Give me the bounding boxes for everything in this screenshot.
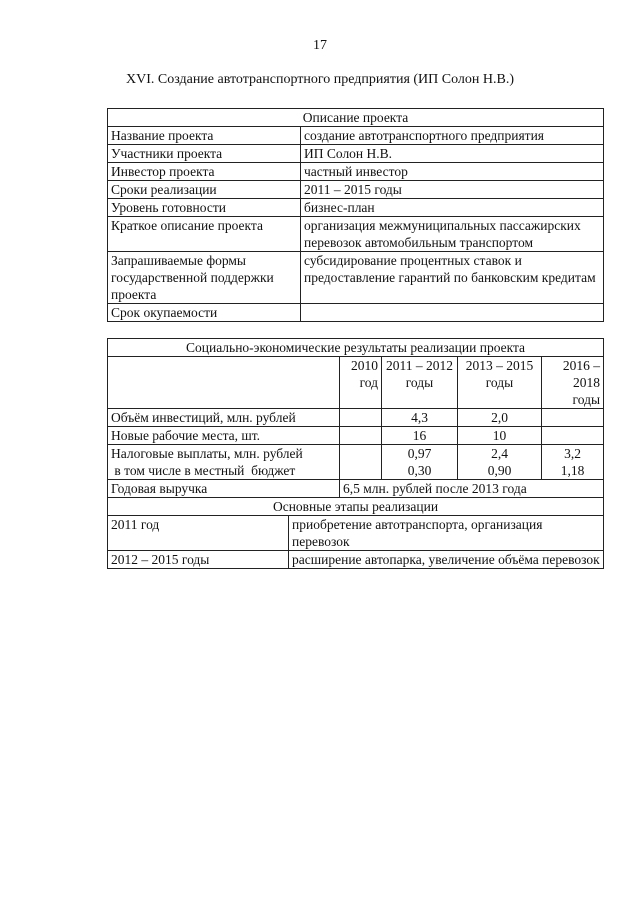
- row-value: частный инвестор: [301, 163, 604, 181]
- table-row: [108, 199, 604, 217]
- row-value: бизнес-план: [301, 199, 604, 217]
- row-label: Уровень готовности: [108, 199, 301, 217]
- table-row: [108, 145, 604, 163]
- stage-period: 2011 год: [108, 516, 289, 551]
- row-label: Срок окупаемости: [108, 304, 301, 322]
- column-header: 2016 – 2018 годы: [542, 357, 604, 409]
- row-label: Годовая выручка: [108, 480, 340, 498]
- cell: 4,3: [382, 409, 458, 427]
- table-row: [108, 445, 604, 480]
- table-row: [108, 252, 604, 304]
- cell: 0,97 0,30: [382, 445, 458, 480]
- revenue-value: 6,5 млн. рублей после 2013 года: [340, 480, 604, 498]
- section-title: XVI. Создание автотранспортного предприятия (ИП Солон Н.В.): [125, 72, 515, 87]
- table-row: [108, 163, 604, 181]
- stage-text: расширение автопарка, увеличение объёма перевозок: [289, 551, 604, 569]
- table-row: [108, 304, 604, 322]
- results-table: [107, 338, 604, 498]
- table-row: [108, 551, 604, 569]
- row-sublabel-line: в том числе в местный бюджет: [111, 463, 296, 478]
- row-label: Новые рабочие места, шт.: [108, 427, 340, 445]
- row-label: Название проекта: [108, 127, 301, 145]
- row-value: субсидирование процентных ставок и предоставление гарантий по банковским кредитам: [301, 252, 604, 304]
- table-row: [108, 409, 604, 427]
- cell: 10: [458, 427, 542, 445]
- row-label: Краткое описание проекта: [108, 217, 301, 252]
- row-label: Запрашиваемые формы государственной поддержки проекта: [108, 252, 301, 304]
- table-row: [108, 427, 604, 445]
- cell: [340, 409, 382, 427]
- cell: 2,0: [458, 409, 542, 427]
- row-label: Объём инвестиций, млн. рублей: [108, 409, 340, 427]
- table-row: [108, 217, 604, 252]
- stage-period: 2012 – 2015 годы: [108, 551, 289, 569]
- stage-text: приобретение автотранспорта, организация перевозок: [289, 516, 604, 551]
- description-header: Описание проекта: [108, 109, 604, 127]
- stages-table: [107, 497, 604, 569]
- column-header: 2010 год: [340, 357, 382, 409]
- cell: [542, 427, 604, 445]
- row-value: [301, 304, 604, 322]
- row-value: организация межмуниципальных пассажирских перевозок автомобильным транспортом: [301, 217, 604, 252]
- table-row: [108, 181, 604, 199]
- row-label-line: Налоговые выплаты, млн. рублей: [111, 446, 303, 461]
- project-description-table: [107, 108, 604, 322]
- cell: 2,4 0,90: [458, 445, 542, 480]
- cell: [340, 427, 382, 445]
- column-header: 2013 – 2015 годы: [458, 357, 542, 409]
- column-header-row: [108, 357, 604, 409]
- row-label: Инвестор проекта: [108, 163, 301, 181]
- table-row: [108, 516, 604, 551]
- row-label: [108, 445, 340, 480]
- column-header: 2011 – 2012 годы: [382, 357, 458, 409]
- cell: [542, 409, 604, 427]
- page-number: 17: [313, 38, 327, 53]
- row-value: ИП Солон Н.В.: [301, 145, 604, 163]
- cell: 3,2 1,18: [542, 445, 604, 480]
- row-label: Участники проекта: [108, 145, 301, 163]
- cell: 16: [382, 427, 458, 445]
- cell: [340, 445, 382, 480]
- row-value: создание автотранспортного предприятия: [301, 127, 604, 145]
- table-row: [108, 127, 604, 145]
- results-header: Социально-экономические результаты реализации проекта: [108, 339, 604, 357]
- row-value: 2011 – 2015 годы: [301, 181, 604, 199]
- stages-header: Основные этапы реализации: [108, 498, 604, 516]
- table-row: [108, 480, 604, 498]
- row-label: Сроки реализации: [108, 181, 301, 199]
